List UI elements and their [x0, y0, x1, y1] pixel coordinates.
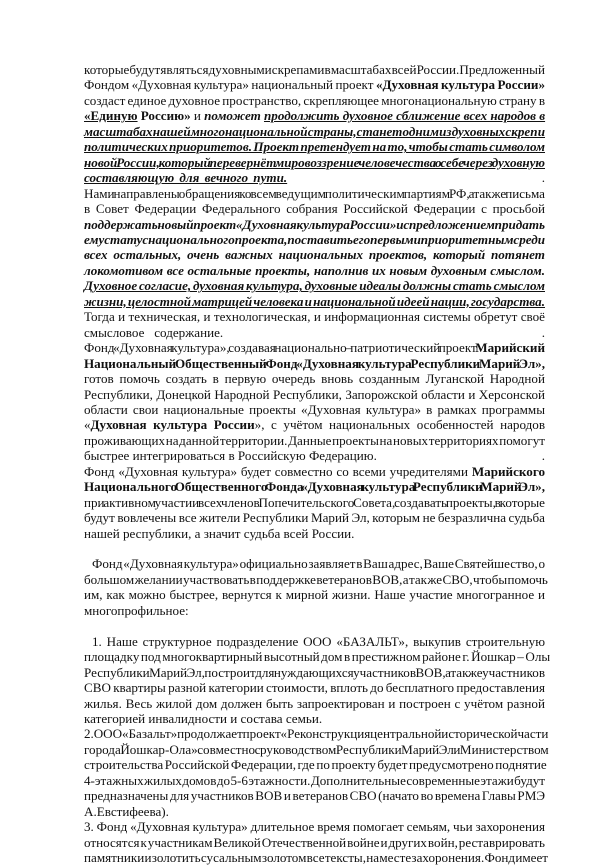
text-line: Фонд «Духовная культура», создавая национально – патриотический проект Марийский [84, 340, 545, 356]
text-line: 3. Фонд «Духовная культура» длительное время помогает семьям, чьи захоронения [84, 819, 545, 835]
emphasized-line: политических приоритетов. Проект претендует на то, чтобы стать символом [84, 139, 545, 155]
text-line: относятся к участникам Великой Отечественной войне и других войн, реставрировать [84, 834, 545, 850]
emphasized-line: поддержать новый проект «Духовная культура России» и с предложением придать [84, 216, 545, 232]
text-line: А.Евстифеева). [84, 803, 169, 819]
text-line: «Духовная культура России», с учётом национальных особенностей народов [84, 417, 546, 433]
emphasized-line: масштабах нашей многонациональной страны, станет одним из духовных скреп и [84, 123, 545, 139]
text-line: при активном участии всех членов Попечительского Совета, создавать проекты, в которые [84, 494, 545, 510]
text-line: готов помочь создать в первую очередь вновь созданным Луганской Народной [84, 371, 545, 387]
text-line: площадку под многоквартирный высотный дом в престижном районе г. Йошкар – Олы [84, 649, 551, 665]
text-line: смысловое содержание. . [84, 324, 545, 340]
text-line: которые будут являться духовными скрепами в масштабах всей России. Предложенный [84, 62, 545, 77]
text-line: создаст единое духовное пространство, скрепляющее многонациональную страну в [84, 92, 545, 108]
text-line: им, как можно быстрее, вернутся к мирной жизни. Наше участие многогранное и [84, 587, 545, 603]
paragraph-project-intro [84, 62, 545, 186]
emphasized-line: новой России, который перевернёт мировоззрение человечества о себе через духовную [84, 154, 545, 170]
emphasized-line: локомотивом все остальные проекты, наполнив их новым духовным смыслом. [84, 262, 545, 278]
text-line: жилья. Весь жилой дом должен быть запроектирован и построен с учётом разной [84, 695, 545, 711]
text-line: Фонд «Духовная культура» официально заявляет в Ваш адрес, Ваше Святейшество, о [92, 556, 545, 572]
paragraph-new-territories [84, 340, 545, 464]
paragraph-veterans-support [84, 556, 548, 618]
text-line: категорией инвалидности и состава семьи. [84, 711, 323, 726]
text-line: памятники и золотить сусальным золотом все тексты, на месте захоронения. Фонд имеет [84, 850, 548, 866]
text-line: большом желании участвовать в поддержке ветеранов ВОВ, а так же СВО, чтобы помочь [84, 571, 548, 587]
list-item-1 [84, 633, 551, 727]
list-item-3 [84, 819, 548, 866]
emphasized-line: Духовное согласие, духовная культура, духовные идеалы должны стать смыслом [84, 278, 545, 294]
foundation-name: Национального Общественного Фонда «Духовная культура Республики Марий Эл», [84, 479, 546, 495]
emphasized-line: жизни, целостной матрицей человека и национальной идеей нации, государства. [84, 293, 545, 309]
emphasized-line: ему статус национального проекта, поставить его первым и приоритетным среди [84, 231, 545, 247]
text-line: предназначены для участников ВОВ и ветеранов СВО (начато во времена Главы РМЭ [84, 788, 545, 804]
text-line: будут вовлечены все жители Республики Марий Эл, которым не безразлична судьба [84, 510, 545, 526]
text-line: быстрее интегрироваться в Российскую Федерацию. . [84, 448, 545, 464]
text-line: Республики Марий Эл, построит для нуждающихся участников ВОВ, а так же участников [84, 664, 545, 680]
text-line: области свои национальные проекты «Духовная культура» в рамках программы [84, 401, 545, 417]
text-line: Республики, Донецкой Народной Республики, Запорожской области и Херсонской [84, 386, 545, 402]
foundation-name: Национальный Общественный Фонд «Духовная культура Республики Марий Эл», [84, 355, 545, 371]
text-line: Фондом «Духовная культура» национальный проект «Духовная культура России» [84, 77, 545, 93]
text-line: нашей республики, а значит судьба всей России. [84, 525, 355, 541]
paragraph-spacer [84, 618, 545, 633]
text-line: 2. ООО «Базальт» продолжает проект «Реконструкция центральной исторической части [84, 726, 549, 742]
emphasized-line: всех остальных, очень важных национальных проектов, который потянет [84, 247, 545, 263]
text-line: проживающих на данной территории. Данные проекты на новых территориях помогут [84, 432, 545, 448]
text-line: «Единую Россию» и поможет продолжить духовное сближение всех народов в [84, 108, 546, 124]
text-line: города Йошкар-Ола» совместно с руководством Республики Марий Эл и Министерством [84, 741, 549, 757]
text-line: многопрофильное: [84, 602, 189, 618]
paragraph-spacer [84, 541, 545, 556]
document-page [84, 62, 551, 866]
list-item-2 [84, 726, 549, 819]
project-name-bold: «Духовная культура России» [375, 77, 545, 93]
text-line: 1. Наше структурное подразделение ООО «БАЗАЛЬТ», выкупив строительную [92, 633, 545, 649]
text-line: Фонд «Духовная культура» будет совместно со всеми учредителями Марийского [84, 463, 545, 479]
text-line: в Совет Федерации Федерального собрания Российской Федерации с просьбой [84, 201, 545, 217]
text-line: 4-этажных жилых домов до 5-6 этажности. Дополнительные современные этажи будут [84, 772, 545, 788]
text-line: составляющую для вечного пути. . [84, 170, 545, 186]
paragraph-founders [84, 464, 545, 541]
text-line: Тогда и техническая, и технологическая, и информационная системы обретут своё [84, 309, 545, 325]
text-line: строительства Российской Федерации, где по проекту будет предусмотрено поднятие [84, 757, 547, 773]
paragraph-appeals [84, 186, 545, 341]
text-line: Нами направлены обращения ко всем ведущим политическим партиям РФ, а также письма [84, 185, 545, 201]
text-line: СВО квартиры разной категории стоимости, вплоть до бесплатного предоставления [84, 680, 545, 696]
